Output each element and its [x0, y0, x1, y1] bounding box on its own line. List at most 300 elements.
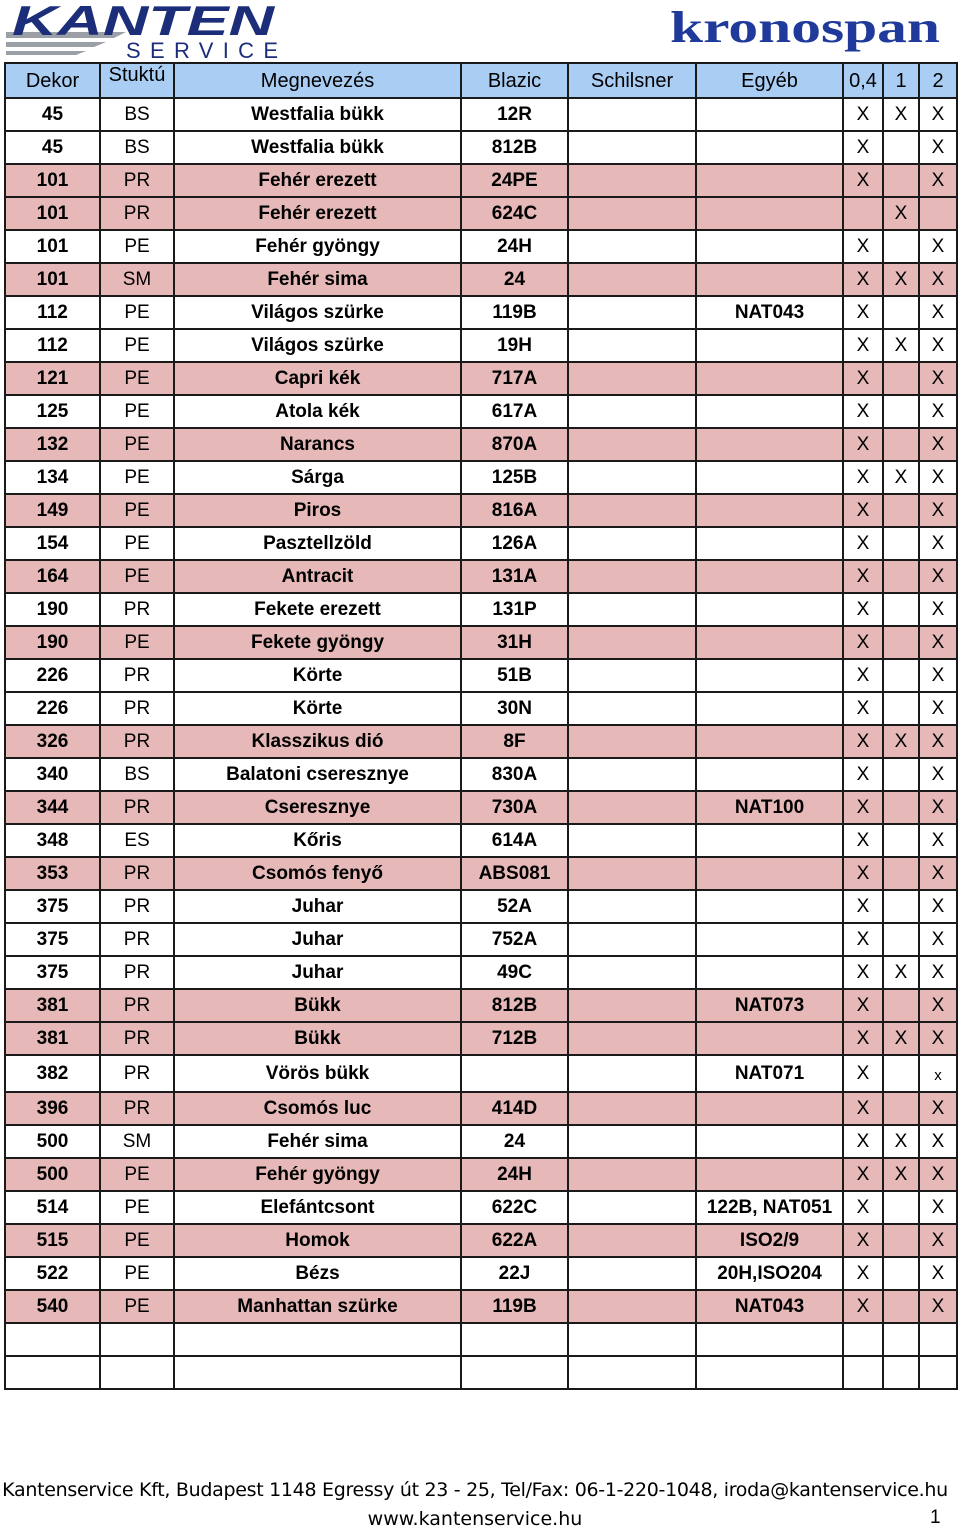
cell-dekor: 112 [5, 296, 100, 329]
cell-stuktu: PE [100, 461, 174, 494]
cell-megnevezes: Világos szürke [174, 329, 461, 362]
cell-megnevezes: Bükk [174, 1022, 461, 1055]
cell-0-4: X [843, 1191, 883, 1224]
cell-dekor: 164 [5, 560, 100, 593]
cell-megnevezes: Balatoni cseresznye [174, 758, 461, 791]
table-row [5, 98, 957, 131]
cell-schilsner [568, 824, 696, 857]
cell-dekor: 514 [5, 1191, 100, 1224]
cell-stuktu: PE [100, 1158, 174, 1191]
cell-stuktu: BS [100, 758, 174, 791]
cell-2: X [919, 164, 957, 197]
kronospan-logo-text: kronospan [670, 4, 940, 52]
cell-stuktu: PE [100, 428, 174, 461]
cell-schilsner [568, 494, 696, 527]
cell-2: X [919, 527, 957, 560]
cell-stuktu: PR [100, 593, 174, 626]
cell-megnevezes: Elefántcsont [174, 1191, 461, 1224]
cell-megnevezes [174, 1356, 461, 1389]
cell-megnevezes: Juhar [174, 923, 461, 956]
cell-egyeb [696, 1158, 843, 1191]
cell-2: X [919, 395, 957, 428]
cell-schilsner [568, 791, 696, 824]
cell-dekor: 226 [5, 692, 100, 725]
cell-egyeb [696, 1125, 843, 1158]
kanten-service-logo [6, 2, 278, 60]
cell-2: X [919, 461, 957, 494]
cell-0-4: X [843, 1055, 883, 1092]
cell-1 [883, 296, 919, 329]
cell-egyeb [696, 428, 843, 461]
table-row [5, 1055, 957, 1092]
table-row [5, 989, 957, 1022]
header-megnevezes: Megnevezés [174, 63, 461, 98]
kronospan-logo [668, 4, 943, 56]
cell-megnevezes: Piros [174, 494, 461, 527]
header-2: 2 [919, 63, 957, 98]
cell-1 [883, 1191, 919, 1224]
cell-1 [883, 395, 919, 428]
cell-megnevezes: Körte [174, 692, 461, 725]
cell-megnevezes: Világos szürke [174, 296, 461, 329]
cell-0-4: X [843, 428, 883, 461]
cell-0-4: X [843, 857, 883, 890]
cell-schilsner [568, 1290, 696, 1323]
cell-stuktu: PR [100, 923, 174, 956]
cell-schilsner [568, 1356, 696, 1389]
cell-blazic: 24H [461, 1158, 568, 1191]
cell-schilsner [568, 923, 696, 956]
cell-0-4: X [843, 692, 883, 725]
cell-blazic [461, 1055, 568, 1092]
cell-dekor: 101 [5, 230, 100, 263]
cell-2: X [919, 1158, 957, 1191]
table-row [5, 329, 957, 362]
table-row [5, 296, 957, 329]
cell-dekor: 382 [5, 1055, 100, 1092]
cell-egyeb [696, 626, 843, 659]
cell-2: X [919, 230, 957, 263]
cell-egyeb [696, 263, 843, 296]
cell-2: X [919, 956, 957, 989]
cell-blazic: 622A [461, 1224, 568, 1257]
cell-blazic: 49C [461, 956, 568, 989]
cell-schilsner [568, 461, 696, 494]
cell-stuktu: PR [100, 989, 174, 1022]
cell-egyeb [696, 593, 843, 626]
cell-blazic: 870A [461, 428, 568, 461]
cell-0-4: X [843, 1022, 883, 1055]
cell-2: X [919, 857, 957, 890]
cell-megnevezes: Fehér erezett [174, 164, 461, 197]
cell-blazic: 414D [461, 1092, 568, 1125]
cell-schilsner [568, 1125, 696, 1158]
header-egyeb: Egyéb [696, 63, 843, 98]
cell-blazic: 52A [461, 890, 568, 923]
cell-megnevezes: Juhar [174, 956, 461, 989]
cell-stuktu: BS [100, 131, 174, 164]
cell-2: X [919, 626, 957, 659]
cell-dekor: 522 [5, 1257, 100, 1290]
cell-dekor: 500 [5, 1158, 100, 1191]
cell-schilsner [568, 857, 696, 890]
cell-stuktu: PE [100, 230, 174, 263]
cell-megnevezes: Csomós luc [174, 1092, 461, 1125]
cell-0-4: X [843, 1224, 883, 1257]
cell-stuktu: PR [100, 164, 174, 197]
cell-blazic: 131A [461, 560, 568, 593]
cell-megnevezes: Cseresznye [174, 791, 461, 824]
cell-1 [883, 593, 919, 626]
cell-0-4: X [843, 758, 883, 791]
cell-0-4 [843, 197, 883, 230]
table-row [5, 791, 957, 824]
table-row [5, 824, 957, 857]
cell-blazic: 8F [461, 725, 568, 758]
cell-dekor: 190 [5, 626, 100, 659]
cell-1: X [883, 1022, 919, 1055]
cell-stuktu: PR [100, 197, 174, 230]
cell-1: X [883, 725, 919, 758]
cell-0-4: X [843, 1125, 883, 1158]
cell-egyeb [696, 197, 843, 230]
cell-schilsner [568, 560, 696, 593]
table-row [5, 1158, 957, 1191]
cell-megnevezes: Narancs [174, 428, 461, 461]
cell-schilsner [568, 395, 696, 428]
cell-dekor: 396 [5, 1092, 100, 1125]
table-row [5, 395, 957, 428]
table-row [5, 527, 957, 560]
cell-blazic: 19H [461, 329, 568, 362]
cell-dekor [5, 1356, 100, 1389]
cell-1: X [883, 1125, 919, 1158]
cell-egyeb: 122B, NAT051 [696, 1191, 843, 1224]
cell-schilsner [568, 527, 696, 560]
cell-1: X [883, 329, 919, 362]
cell-1 [883, 1290, 919, 1323]
cell-blazic: 614A [461, 824, 568, 857]
cell-1 [883, 1323, 919, 1356]
cell-0-4: X [843, 131, 883, 164]
cell-dekor: 353 [5, 857, 100, 890]
cell-megnevezes: Fekete erezett [174, 593, 461, 626]
cell-0-4: X [843, 1257, 883, 1290]
cell-schilsner [568, 593, 696, 626]
cell-stuktu: SM [100, 263, 174, 296]
cell-stuktu: PR [100, 1022, 174, 1055]
cell-0-4: X [843, 329, 883, 362]
cell-2: X [919, 131, 957, 164]
cell-egyeb [696, 164, 843, 197]
cell-1 [883, 659, 919, 692]
cell-schilsner [568, 1323, 696, 1356]
cell-2: X [919, 1257, 957, 1290]
footer-address: Kantenservice Kft, Budapest 1148 Egressy út 23 - 25, Tel/Fax: 06-1-220-1048, iroda@kantenservice.hu [2, 1479, 948, 1501]
cell-0-4: X [843, 494, 883, 527]
cell-2 [919, 1323, 957, 1356]
table-row [5, 923, 957, 956]
cell-megnevezes: Klasszikus dió [174, 725, 461, 758]
cell-stuktu: PE [100, 494, 174, 527]
cell-1 [883, 857, 919, 890]
cell-1: X [883, 98, 919, 131]
cell-blazic: 816A [461, 494, 568, 527]
cell-schilsner [568, 1257, 696, 1290]
cell-0-4: X [843, 989, 883, 1022]
cell-schilsner [568, 263, 696, 296]
cell-dekor: 45 [5, 131, 100, 164]
cell-stuktu: PR [100, 692, 174, 725]
cell-2: X [919, 791, 957, 824]
cell-megnevezes: Capri kék [174, 362, 461, 395]
cell-1 [883, 362, 919, 395]
cell-egyeb [696, 659, 843, 692]
cell-1 [883, 626, 919, 659]
cell-0-4: X [843, 956, 883, 989]
cell-0-4: X [843, 395, 883, 428]
table-row [5, 1191, 957, 1224]
cell-egyeb [696, 1323, 843, 1356]
cell-megnevezes: Vörös bükk [174, 1055, 461, 1092]
cell-dekor: 344 [5, 791, 100, 824]
cell-blazic: 24 [461, 1125, 568, 1158]
cell-megnevezes: Pasztellzöld [174, 527, 461, 560]
cell-megnevezes: Westfalia bükk [174, 98, 461, 131]
table-row [5, 230, 957, 263]
cell-schilsner [568, 98, 696, 131]
cell-stuktu: PR [100, 725, 174, 758]
cell-megnevezes: Fehér gyöngy [174, 230, 461, 263]
cell-1 [883, 1092, 919, 1125]
cell-blazic: 752A [461, 923, 568, 956]
cell-blazic: ABS081 [461, 857, 568, 890]
cell-2: X [919, 923, 957, 956]
cell-2: X [919, 725, 957, 758]
cell-schilsner [568, 428, 696, 461]
cell-1 [883, 1356, 919, 1389]
cell-stuktu: PE [100, 527, 174, 560]
cell-2 [919, 197, 957, 230]
cell-egyeb [696, 1356, 843, 1389]
cell-egyeb [696, 131, 843, 164]
cell-0-4: X [843, 362, 883, 395]
cell-blazic: 24 [461, 263, 568, 296]
cell-0-4: X [843, 791, 883, 824]
cell-blazic: 22J [461, 1257, 568, 1290]
cell-2: X [919, 98, 957, 131]
cell-schilsner [568, 131, 696, 164]
cell-0-4 [843, 1356, 883, 1389]
cell-blazic [461, 1323, 568, 1356]
cell-1 [883, 164, 919, 197]
cell-2: X [919, 329, 957, 362]
header-0-4: 0,4 [843, 63, 883, 98]
cell-schilsner [568, 956, 696, 989]
cell-blazic: 730A [461, 791, 568, 824]
cell-stuktu: PR [100, 659, 174, 692]
cell-0-4: X [843, 890, 883, 923]
cell-blazic: 126A [461, 527, 568, 560]
table-row [5, 131, 957, 164]
cell-2: X [919, 1092, 957, 1125]
cell-egyeb [696, 692, 843, 725]
cell-dekor: 112 [5, 329, 100, 362]
cell-1 [883, 989, 919, 1022]
cell-megnevezes: Bükk [174, 989, 461, 1022]
header-schilsner: Schilsner [568, 63, 696, 98]
cell-2: X [919, 758, 957, 791]
cell-1 [883, 890, 919, 923]
cell-egyeb [696, 956, 843, 989]
cell-dekor [5, 1323, 100, 1356]
cell-stuktu: PR [100, 857, 174, 890]
cell-1: X [883, 461, 919, 494]
cell-megnevezes: Manhattan szürke [174, 1290, 461, 1323]
cell-schilsner [568, 758, 696, 791]
cell-1 [883, 923, 919, 956]
cell-schilsner [568, 230, 696, 263]
cell-stuktu: PE [100, 1290, 174, 1323]
cell-schilsner [568, 1191, 696, 1224]
cell-blazic [461, 1356, 568, 1389]
cell-egyeb: ISO2/9 [696, 1224, 843, 1257]
header-dekor: Dekor [5, 63, 100, 98]
cell-blazic: 24H [461, 230, 568, 263]
cell-0-4: X [843, 923, 883, 956]
table-row [5, 164, 957, 197]
cell-egyeb [696, 890, 843, 923]
table-row [5, 1356, 957, 1389]
cell-stuktu: PE [100, 296, 174, 329]
cell-dekor: 375 [5, 923, 100, 956]
table-row [5, 758, 957, 791]
cell-egyeb [696, 1092, 843, 1125]
cell-blazic: 30N [461, 692, 568, 725]
cell-blazic: 131P [461, 593, 568, 626]
cell-schilsner [568, 725, 696, 758]
cell-blazic: 812B [461, 989, 568, 1022]
cell-schilsner [568, 1224, 696, 1257]
cell-schilsner [568, 296, 696, 329]
cell-megnevezes: Westfalia bükk [174, 131, 461, 164]
cell-blazic: 717A [461, 362, 568, 395]
cell-2: X [919, 1290, 957, 1323]
cell-stuktu: PR [100, 890, 174, 923]
cell-stuktu: PR [100, 1055, 174, 1092]
cell-0-4: X [843, 659, 883, 692]
cell-egyeb [696, 362, 843, 395]
table-row [5, 725, 957, 758]
cell-0-4: X [843, 98, 883, 131]
cell-dekor: 125 [5, 395, 100, 428]
table-row [5, 1257, 957, 1290]
cell-1 [883, 230, 919, 263]
cell-2: X [919, 362, 957, 395]
cell-0-4: X [843, 461, 883, 494]
cell-0-4: X [843, 593, 883, 626]
cell-stuktu: PE [100, 362, 174, 395]
cell-dekor: 381 [5, 989, 100, 1022]
cell-0-4: X [843, 263, 883, 296]
cell-megnevezes: Csomós fenyő [174, 857, 461, 890]
cell-megnevezes: Fehér erezett [174, 197, 461, 230]
cell-blazic: 119B [461, 296, 568, 329]
cell-0-4: X [843, 824, 883, 857]
table-row [5, 626, 957, 659]
table-body [5, 98, 957, 1389]
cell-0-4: X [843, 296, 883, 329]
cell-stuktu: PR [100, 1092, 174, 1125]
cell-schilsner [568, 1158, 696, 1191]
cell-dekor: 101 [5, 197, 100, 230]
table-row [5, 593, 957, 626]
cell-schilsner [568, 362, 696, 395]
cell-1 [883, 560, 919, 593]
cell-2: X [919, 1125, 957, 1158]
cell-dekor: 340 [5, 758, 100, 791]
cell-schilsner [568, 989, 696, 1022]
cell-stuktu: SM [100, 1125, 174, 1158]
cell-2: X [919, 593, 957, 626]
cell-1: X [883, 263, 919, 296]
cell-0-4: X [843, 527, 883, 560]
cell-megnevezes: Sárga [174, 461, 461, 494]
cell-megnevezes [174, 1323, 461, 1356]
cell-dekor: 375 [5, 956, 100, 989]
cell-blazic: 622C [461, 1191, 568, 1224]
cell-2: x [919, 1055, 957, 1092]
cell-schilsner [568, 692, 696, 725]
cell-dekor: 149 [5, 494, 100, 527]
cell-dekor: 121 [5, 362, 100, 395]
cell-0-4 [843, 1323, 883, 1356]
cell-1 [883, 494, 919, 527]
cell-blazic: 51B [461, 659, 568, 692]
table-row [5, 461, 957, 494]
cell-megnevezes: Atola kék [174, 395, 461, 428]
cell-megnevezes: Antracit [174, 560, 461, 593]
table-row [5, 692, 957, 725]
cell-schilsner [568, 197, 696, 230]
cell-0-4: X [843, 164, 883, 197]
cell-blazic: 830A [461, 758, 568, 791]
cell-1: X [883, 956, 919, 989]
cell-stuktu: PE [100, 395, 174, 428]
cell-megnevezes: Fehér gyöngy [174, 1158, 461, 1191]
cell-megnevezes: Kőris [174, 824, 461, 857]
cell-dekor: 190 [5, 593, 100, 626]
logo-sub-text: SERVICE [126, 38, 278, 60]
cell-egyeb: 20H,ISO204 [696, 1257, 843, 1290]
cell-egyeb: NAT043 [696, 296, 843, 329]
table-row [5, 890, 957, 923]
cell-stuktu: PE [100, 1191, 174, 1224]
cell-blazic: 31H [461, 626, 568, 659]
table-row [5, 1092, 957, 1125]
table-row [5, 560, 957, 593]
cell-blazic: 125B [461, 461, 568, 494]
cell-1 [883, 824, 919, 857]
cell-stuktu: PE [100, 1224, 174, 1257]
cell-dekor: 101 [5, 263, 100, 296]
cell-egyeb [696, 725, 843, 758]
table-row [5, 263, 957, 296]
cell-dekor: 45 [5, 98, 100, 131]
cell-egyeb [696, 560, 843, 593]
table-row [5, 1022, 957, 1055]
cell-1 [883, 1257, 919, 1290]
